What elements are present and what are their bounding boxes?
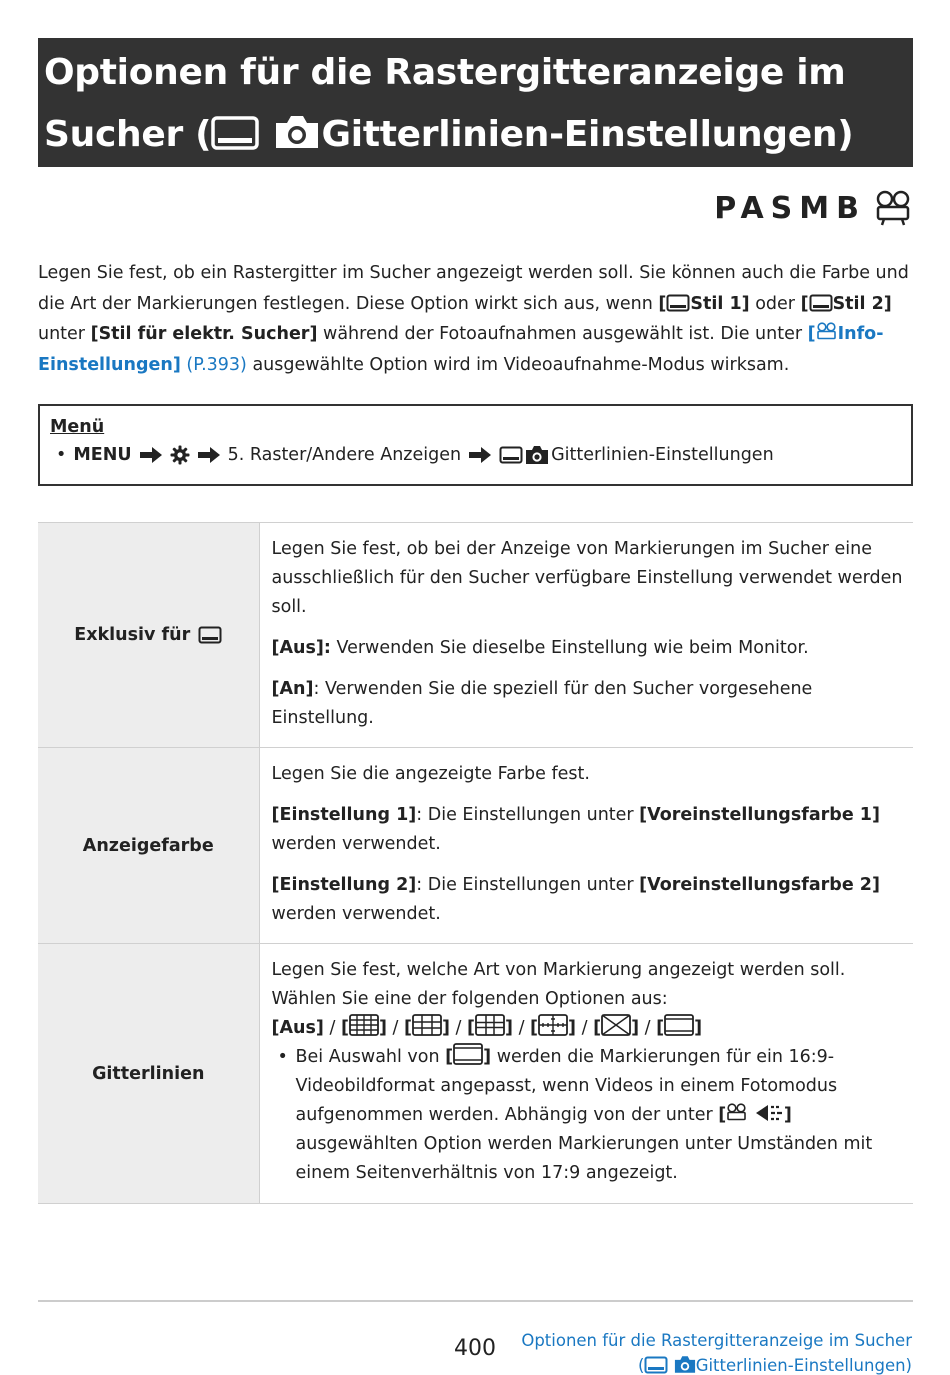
row-key-display-color: Anzeigefarbe	[38, 748, 259, 944]
option-label: [Aus]:	[271, 638, 331, 658]
menu-target-text: Gitterlinien-Einstellungen	[551, 445, 774, 465]
separator: /	[449, 1018, 468, 1038]
separator: /	[513, 1018, 531, 1038]
note-text-1: Bei Auswahl von	[295, 1047, 446, 1067]
arrow-right-icon	[139, 446, 163, 464]
option-setting-2	[272, 871, 904, 929]
bracket-close: ]	[441, 1018, 450, 1038]
bracket-open: [	[656, 1018, 665, 1038]
bracket-open: [	[467, 1018, 476, 1038]
bracket-close: ]	[631, 1018, 640, 1038]
separator: /	[576, 1018, 594, 1038]
footer-section-link[interactable]	[521, 1328, 912, 1375]
style-1-open: [	[658, 293, 667, 314]
page-title	[38, 38, 913, 167]
menu-target	[499, 440, 774, 470]
style-1-text: Stil 1]	[690, 293, 750, 314]
footer-divider	[38, 1300, 913, 1302]
style-2-ref	[801, 294, 892, 314]
option-text-end: werden verwendet.	[271, 904, 441, 924]
bracket-close: ]	[568, 1018, 577, 1038]
viewfinder-icon	[644, 1356, 668, 1374]
footer-link-text: Gitterlinien-Einstellungen)	[695, 1356, 912, 1375]
bracket-open: [	[403, 1018, 412, 1038]
menu-label: MENU	[73, 445, 132, 465]
menu-path	[50, 440, 901, 470]
mode-indicators	[714, 190, 912, 226]
option-ref: [Voreinstellungsfarbe 1]	[639, 805, 880, 825]
row-description: Legen Sie fest, welche Art von Markierung angezeigt werden soll. Wählen Sie eine der folgenden Optionen aus:	[271, 960, 846, 1009]
style-2-open: [	[800, 293, 809, 314]
bracket-close: ]	[694, 1018, 703, 1038]
row-value-exclusive	[259, 523, 913, 748]
footer-link-line1: Optionen für die Rastergitteranzeige im Sucher	[521, 1331, 912, 1350]
option-text: : Die Einstellungen unter	[416, 875, 640, 895]
viewfinder-icon	[198, 626, 222, 644]
page-title-suffix: Gitterlinien-Einstellungen)	[321, 114, 854, 155]
grid-scale-icon	[538, 1014, 568, 1036]
footer-link-line2	[521, 1353, 912, 1375]
bracket-open: [	[340, 1018, 349, 1038]
grid-diagonal-icon	[601, 1014, 631, 1036]
option-on	[272, 675, 904, 733]
option-setting-1	[272, 801, 904, 859]
intro-text-2: oder	[749, 293, 801, 314]
gear-icon	[170, 445, 190, 465]
page-title-line2	[44, 104, 905, 166]
bracket-open: [	[593, 1018, 602, 1038]
camera-icon	[272, 113, 322, 151]
movie-mode-icon	[874, 190, 912, 226]
separator: /	[323, 1018, 341, 1038]
option-text: : Verwenden Sie die speziell für den Sucher vorgesehene Einstellung.	[271, 679, 813, 728]
option-off	[272, 634, 904, 663]
gridlines-note	[272, 1043, 904, 1188]
page-title-prefix: Sucher (	[44, 114, 212, 155]
option-text: Verwenden Sie dieselbe Einstellung wie beim Monitor.	[330, 638, 809, 658]
mode-letters: PASMB	[714, 190, 866, 226]
info-link-open: [	[807, 324, 816, 344]
viewfinder-icon	[211, 115, 259, 151]
video-quality-icon	[754, 1103, 784, 1123]
row-key-exclusive	[38, 523, 259, 748]
table-row	[38, 748, 913, 944]
page-reference-link[interactable]: (P.393)	[186, 354, 247, 375]
bracket-open: [	[445, 1047, 454, 1067]
menu-title: Menü	[50, 417, 105, 437]
option-text-end: werden verwendet.	[271, 834, 441, 854]
option-text: : Die Einstellungen unter	[416, 805, 640, 825]
viewfinder-icon	[499, 446, 523, 464]
note-text-2: werden die Markierungen für ein 16:9-Videobildformat angepasst, wenn Videos in einem Fotomodus aufgenommen werden. Abhängig von der unter	[295, 1047, 838, 1125]
movie-mode-icon	[816, 322, 838, 342]
separator: /	[386, 1018, 404, 1038]
page-title-line1: Optionen für die Rastergitteranzeige im	[44, 52, 846, 93]
bracket-close: ]	[378, 1018, 387, 1038]
menu-bullet: •	[56, 445, 67, 465]
row-key-gridlines: Gitterlinien	[38, 944, 259, 1204]
viewfinder-icon	[809, 294, 833, 312]
menu-step: 5. Raster/Andere Anzeigen	[227, 445, 462, 465]
viewfinder-icon	[666, 294, 690, 312]
option-ref: [Voreinstellungsfarbe 2]	[639, 875, 880, 895]
row-key-text: Exklusiv für	[74, 625, 191, 645]
arrow-right-icon	[197, 446, 221, 464]
table-row	[38, 944, 913, 1204]
bracket-open: [	[718, 1105, 727, 1125]
option-label: [Einstellung 2]	[271, 875, 417, 895]
info-link-text: Info-Einstellungen]	[38, 324, 884, 375]
grid-3x3-icon	[349, 1014, 379, 1036]
evf-style-ref: [Stil für elektr. Sucher]	[90, 324, 318, 344]
footer-link-open: (	[638, 1356, 645, 1375]
grid-16-9-frame-icon	[664, 1014, 694, 1036]
table-row	[38, 523, 913, 748]
bracket-close: ]	[505, 1018, 514, 1038]
camera-icon	[525, 445, 549, 465]
page-number: 400	[454, 1336, 496, 1361]
bracket-close: ]	[483, 1047, 492, 1067]
grid-option-off: [Aus]	[271, 1018, 324, 1038]
camera-icon	[674, 1355, 696, 1374]
row-value-display-color	[259, 748, 913, 944]
option-label: [An]	[271, 679, 314, 699]
style-1-ref	[658, 294, 749, 314]
grid-16-9-frame-icon	[453, 1043, 483, 1065]
row-value-gridlines	[259, 944, 913, 1204]
style-2-text: Stil 2]	[832, 293, 892, 314]
menu-path-box	[38, 404, 913, 486]
grid-golden-ratio-icon	[475, 1014, 505, 1036]
arrow-right-icon	[468, 446, 492, 464]
bracket-open: [	[530, 1018, 539, 1038]
row-description: Legen Sie die angezeigte Farbe fest.	[271, 764, 590, 784]
intro-text-3: unter	[38, 324, 91, 344]
grid-options	[272, 1014, 904, 1043]
settings-table	[38, 522, 913, 1204]
intro-text-1: Legen Sie fest, ob ein Rastergitter im Sucher angezeigt werden soll. Sie können auch die Farbe und die Art der Markierungen festlegen. Diese Option wirkt sich aus, wenn	[38, 263, 909, 314]
movie-mode-icon	[726, 1103, 748, 1123]
intro-paragraph	[38, 258, 913, 380]
note-text-3: ausgewählten Option werden Markierungen unter Umständen mit einem Seitenverhältnis von 17:9 angezeigt.	[295, 1134, 873, 1183]
option-label: [Einstellung 1]	[271, 805, 417, 825]
row-description: Legen Sie fest, ob bei der Anzeige von Markierungen im Sucher eine ausschließlich für den Sucher verfügbare Einstellung verwendet werden soll.	[271, 539, 903, 617]
bracket-close: ]	[783, 1105, 792, 1125]
separator: /	[639, 1018, 657, 1038]
intro-text-5: ausgewählte Option wird im Videoaufnahme-Modus wirksam.	[246, 354, 790, 375]
intro-text-4: während der Fotoaufnahmen ausgewählt ist. Die unter	[317, 324, 808, 344]
grid-rule-of-thirds-icon	[412, 1014, 442, 1036]
